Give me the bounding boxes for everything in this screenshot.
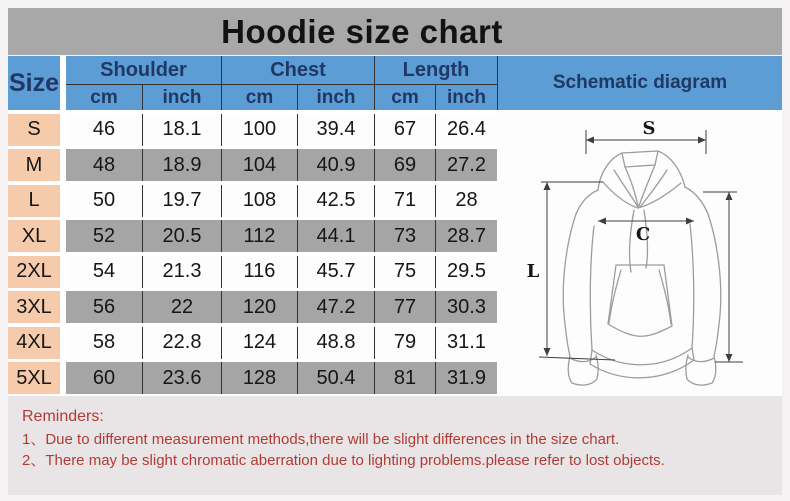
value-cell: 120 xyxy=(222,291,298,323)
value-cell: 45.7 xyxy=(298,256,375,288)
value-cell: 81 xyxy=(375,362,436,394)
size-label: 3XL xyxy=(8,291,60,323)
row-values xyxy=(66,256,497,288)
row-values xyxy=(66,220,497,252)
reminders-block xyxy=(22,406,665,471)
header-group-chest: Chest xyxy=(222,56,375,85)
table-row xyxy=(8,149,497,181)
value-cell: 54 xyxy=(66,256,143,288)
header-unit-chest-cm: cm xyxy=(222,85,298,110)
value-cell: 18.9 xyxy=(143,149,222,181)
value-cell: 31.1 xyxy=(447,331,486,353)
row-values xyxy=(66,149,497,181)
value-cell: 73 xyxy=(375,220,436,252)
value-cell: 29.5 xyxy=(447,260,486,282)
size-label: L xyxy=(8,185,60,217)
reminder-item-2: 2、There may be slight chromatic aberration due to lighting problems.please refer to lost objects. xyxy=(22,452,665,469)
row-values xyxy=(66,185,497,217)
page-title: Hoodie size chart xyxy=(221,12,503,50)
value-cell: 19.7 xyxy=(143,185,222,217)
table-row xyxy=(8,256,497,288)
value-cell: 79 xyxy=(375,327,436,359)
header-group-length: Length xyxy=(375,56,497,85)
value-cell: 58 xyxy=(66,327,143,359)
value-cell: 124 xyxy=(222,327,298,359)
value-cell: 21.3 xyxy=(143,256,222,288)
value-cell: 28 xyxy=(455,189,478,211)
value-cell: 23.6 xyxy=(143,362,222,394)
value-cell: 42.5 xyxy=(298,185,375,217)
value-cell: 56 xyxy=(66,291,143,323)
row-values xyxy=(66,362,497,394)
value-cell: 100 xyxy=(222,114,298,146)
hoodie-schematic-svg xyxy=(497,110,782,397)
value-cell: 50 xyxy=(66,185,143,217)
reminder-item-1: 1、Due to different measurement methods,there will be slight differences in the size chart. xyxy=(22,431,620,448)
size-table-body xyxy=(8,110,497,394)
shoulder-measure-label: S xyxy=(642,118,656,139)
size-label: 2XL xyxy=(8,256,60,288)
header-size: Size xyxy=(8,56,60,110)
table-header xyxy=(8,56,782,110)
value-cell: 116 xyxy=(222,256,298,288)
schematic-panel xyxy=(497,110,782,397)
row-values xyxy=(66,291,497,323)
header-unit-length-inch: inch xyxy=(436,85,497,110)
value-cell: 26.4 xyxy=(447,118,486,140)
value-cell: 47.2 xyxy=(298,291,375,323)
table-row xyxy=(8,220,497,252)
value-cell: 46 xyxy=(66,114,143,146)
value-cell: 69 xyxy=(375,149,436,181)
value-cell: 50.4 xyxy=(298,362,375,394)
value-cell: 52 xyxy=(66,220,143,252)
title-band xyxy=(8,8,782,55)
size-label: XL xyxy=(8,220,60,252)
hoodie-drawing xyxy=(563,151,721,385)
reminders-panel xyxy=(8,396,782,495)
value-cell: 39.4 xyxy=(298,114,375,146)
value-cell: 27.2 xyxy=(447,153,486,176)
table-row xyxy=(8,291,497,323)
value-cell: 112 xyxy=(222,220,298,252)
value-cell: 77 xyxy=(375,291,436,323)
value-cell: 71 xyxy=(375,185,436,217)
value-cell: 48 xyxy=(66,149,143,181)
header-unit-shoulder-inch: inch xyxy=(143,85,222,110)
value-cell: 28.7 xyxy=(447,224,486,247)
value-cell: 40.9 xyxy=(298,149,375,181)
value-cell: 75 xyxy=(375,256,436,288)
value-cell: 30.3 xyxy=(447,295,486,318)
value-cell: 20.5 xyxy=(143,220,222,252)
size-label: M xyxy=(8,149,60,181)
chest-measure-label: C xyxy=(635,224,651,245)
value-cell: 48.8 xyxy=(298,327,375,359)
value-cell: 31.9 xyxy=(447,366,486,389)
value-cell: 22 xyxy=(143,291,222,323)
value-cell: 22.8 xyxy=(143,327,222,359)
table-row xyxy=(8,327,497,359)
size-label: 5XL xyxy=(8,362,60,394)
table-row xyxy=(8,114,497,146)
value-cell: 104 xyxy=(222,149,298,181)
header-group-shoulder: Shoulder xyxy=(66,56,222,85)
value-cell: 128 xyxy=(222,362,298,394)
value-cell: 44.1 xyxy=(298,220,375,252)
row-values xyxy=(66,327,497,359)
value-cell: 108 xyxy=(222,185,298,217)
measurement-arrows xyxy=(527,118,743,362)
header-unit-shoulder-cm: cm xyxy=(66,85,143,110)
value-cell: 67 xyxy=(375,114,436,146)
row-values xyxy=(66,114,497,146)
table-row xyxy=(8,362,497,394)
value-cell: 60 xyxy=(66,362,143,394)
table-row xyxy=(8,185,497,217)
value-cell: 18.1 xyxy=(143,114,222,146)
header-unit-chest-inch: inch xyxy=(298,85,375,110)
header-unit-length-cm: cm xyxy=(375,85,436,110)
size-label: S xyxy=(8,114,60,146)
length-measure-label: L xyxy=(526,261,540,282)
reminders-heading: Reminders: xyxy=(22,408,104,425)
size-label: 4XL xyxy=(8,327,60,359)
header-schematic: Schematic diagram xyxy=(497,56,782,110)
